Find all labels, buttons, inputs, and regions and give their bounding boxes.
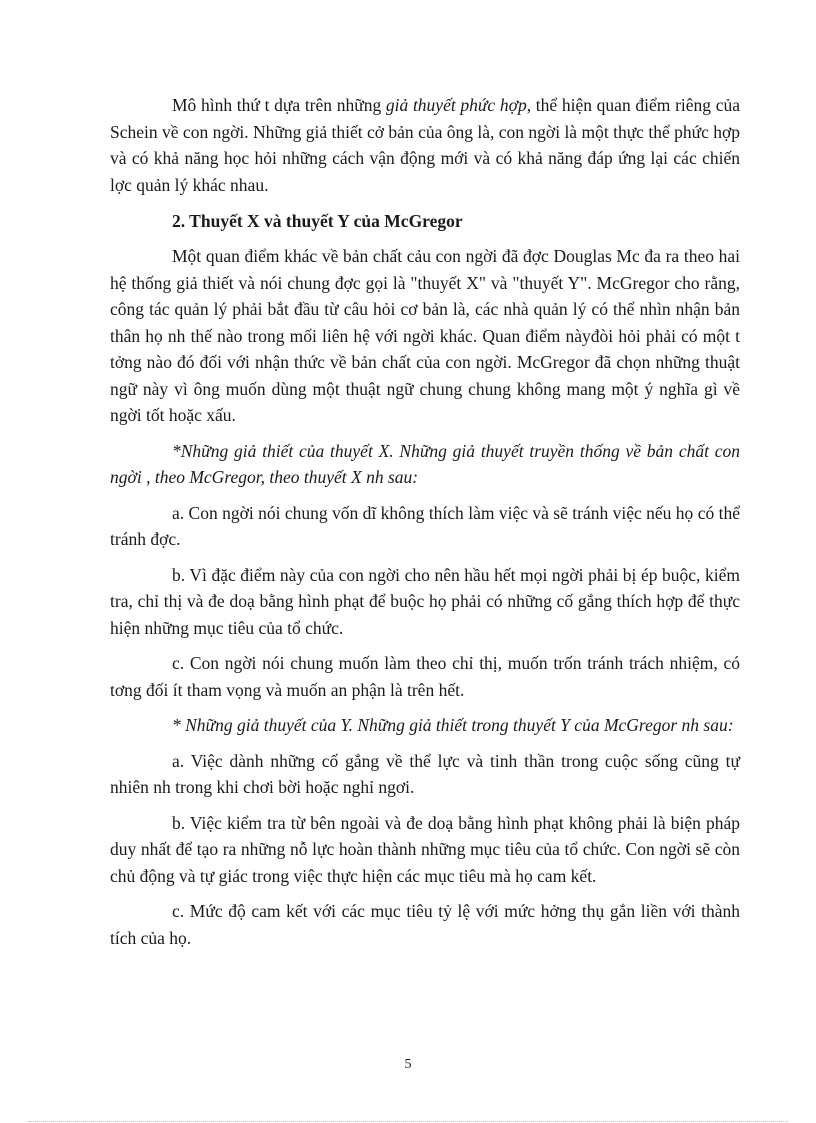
paragraph-schein-italic: giả thuyết phức hợp [385, 95, 527, 115]
theory-y-item-b: b. Việc kiểm tra từ bên ngoài và đe doạ bằng hình phạt không phải là biện pháp duy nhất để tạo ra những nỗ lực hoàn thành những mục tiêu của tổ chức. Con ngời sẽ còn chủ động và tự giác trong việc thực hiện các mục tiêu mà họ cam kết. [110, 812, 740, 886]
footer-divider [28, 1121, 788, 1122]
paragraph-schein-model [110, 92, 740, 198]
paragraph-schein-text-1: Mô hình thứ t dựa trên những [172, 95, 386, 115]
paragraph-mcgregor-intro: Một quan điểm khác về bản chất cảu con ngời đã đợc Douglas Mc đa ra theo hai hệ thống giả thiết và nói chung đợc gọi là "thuyết X" và "thuyết Y". McGregor cho rằng, công tác quản lý phải bắt đầu từ câu hỏi cơ bản là, các nhà quản lý có thể nhìn nhận bản thân họ nh thế nào trong mối liên hệ với ngời khác. Quan điểm nàyđòi hỏi phải có một t tởng nào đó đối với nhận thức về bản chất của con ngời. McGregor đã chọn những thuật ngữ này vì ông muốn dùng một thuật ngữ chung chung không mang một ý nghĩa gì về ngời tốt hoặc xấu. [110, 246, 740, 425]
theory-x-item-c: c. Con ngời nói chung muốn làm theo chỉ thị, muốn trốn tránh trách nhiệm, có tơng đối ít tham vọng và muốn an phận là trên hết. [110, 653, 740, 700]
theory-y-item-c: c. Mức độ cam kết với các mục tiêu tỷ lệ với mức hởng thụ gắn liền với thành tích của họ. [110, 901, 740, 948]
paragraph-schein-text-2: , thể hiện quan điểm riêng của Schein về con ngời. Những giả thiết cở bản của ông là, con ngời là một thực thể phức hợp và có khả năng học hỏi những cách vận động mới và có khả năng đáp ứng lại các chiến lợc quản lý khác nhau. [110, 95, 740, 195]
theory-x-intro: *Những giả thiết của thuyết X. Những giả thuyết truyền thống về bản chất con ngời , theo McGregor, theo thuyết X nh sau: [110, 440, 740, 487]
theory-x-item-b: b. Vì đặc điểm này của con ngời cho nên hầu hết mọi ngời phải bị ép buộc, kiểm tra, chỉ thị và đe doạ bằng hình phạt để buộc họ phải có những cố gắng thích hợp để thực hiện những mục tiêu của tổ chức. [110, 564, 740, 638]
document-body [110, 92, 740, 951]
section-heading: 2. Thuyết X và thuyết Y của McGregor [172, 211, 463, 231]
page-number: 5 [404, 1057, 412, 1072]
theory-x-item-a: a. Con ngời nói chung vốn dĩ không thích làm việc và sẽ tránh việc nếu họ có thể tránh đợc. [110, 502, 740, 549]
theory-y-intro: * Những giả thuyết của Y. Những giả thiết trong thuyết Y của McGregor nh sau: [172, 715, 734, 735]
theory-y-item-a: a. Việc dành những cố gắng về thể lực và tinh thần trong cuộc sống cũng tự nhiên nh trong khi chơi bời hoặc nghỉ ngơi. [110, 750, 740, 797]
